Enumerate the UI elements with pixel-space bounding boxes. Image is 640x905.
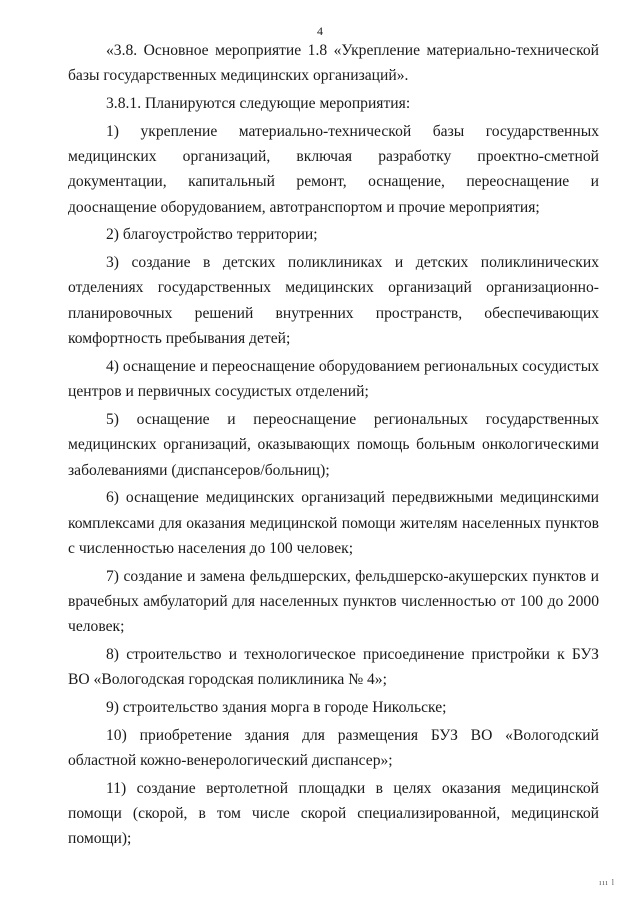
section-heading-paragraph: «3.8. Основное мероприятие 1.8 «Укрепление материально-технической базы государственных медицинских организаций». xyxy=(68,42,599,85)
list-item-1: 1) укрепление материально-технической базы государственных медицинских организаций, включая разработку проектно-сметной документации, капитальный ремонт, оснащение, переоснащение и дооснащение оборудованием, автотранспортом и прочие мероприятия; xyxy=(68,122,599,216)
list-item-7: 7) создание и замена фельдшерских, фельдшерско-акушерских пунктов и врачебных амбулаторий для населенных пунктов численностью от 100 до 2000 человек; xyxy=(68,567,599,636)
list-item-10: 10) приобретение здания для размещения БУЗ ВО «Вологодский областной кожно-венерологический диспансер»; xyxy=(68,726,599,770)
planned-measures-intro: 3.8.1. Планируются следующие мероприятия: xyxy=(106,95,411,112)
list-item-4: 4) оснащение и переоснащение оборудованием региональных сосудистых центров и первичных сосудистых отделений; xyxy=(68,357,599,401)
footer-scan-mark: ııı l xyxy=(599,878,615,887)
list-item-8: 8) строительство и технологическое присоединение пристройки к БУЗ ВО «Вологодская городская поликлиника № 4»; xyxy=(68,646,599,689)
list-item-9: 9) строительство здания морга в городе Никольске; xyxy=(106,699,447,717)
list-item-5: 5) оснащение и переоснащение региональных государственных медицинских организаций, оказывающих помощь больным онкологическими заболеваниями (диспансеров/больниц); xyxy=(68,410,599,479)
list-item-6: 6) оснащение медицинских организаций передвижными медицинскими комплексами для оказания медицинской помощи жителям населенных пунктов с численностью населения до 100 человек; xyxy=(68,489,599,558)
list-item-11: 11) создание вертолетной площадки в целях оказания медицинской помощи (скорой, в том числе скорой специализированной, медицинской помощи); xyxy=(68,779,599,848)
list-item-2: 2) благоустройство территории; xyxy=(106,226,318,244)
page-number: 4 xyxy=(317,24,323,38)
document-body xyxy=(68,38,599,854)
list-item-3: 3) создание в детских поликлиниках и детских поликлинических отделениях государственных медицинских организаций организационно-планировочных решений внутренних пространств, обеспечивающих комфортность пребывания детей; xyxy=(68,254,599,348)
